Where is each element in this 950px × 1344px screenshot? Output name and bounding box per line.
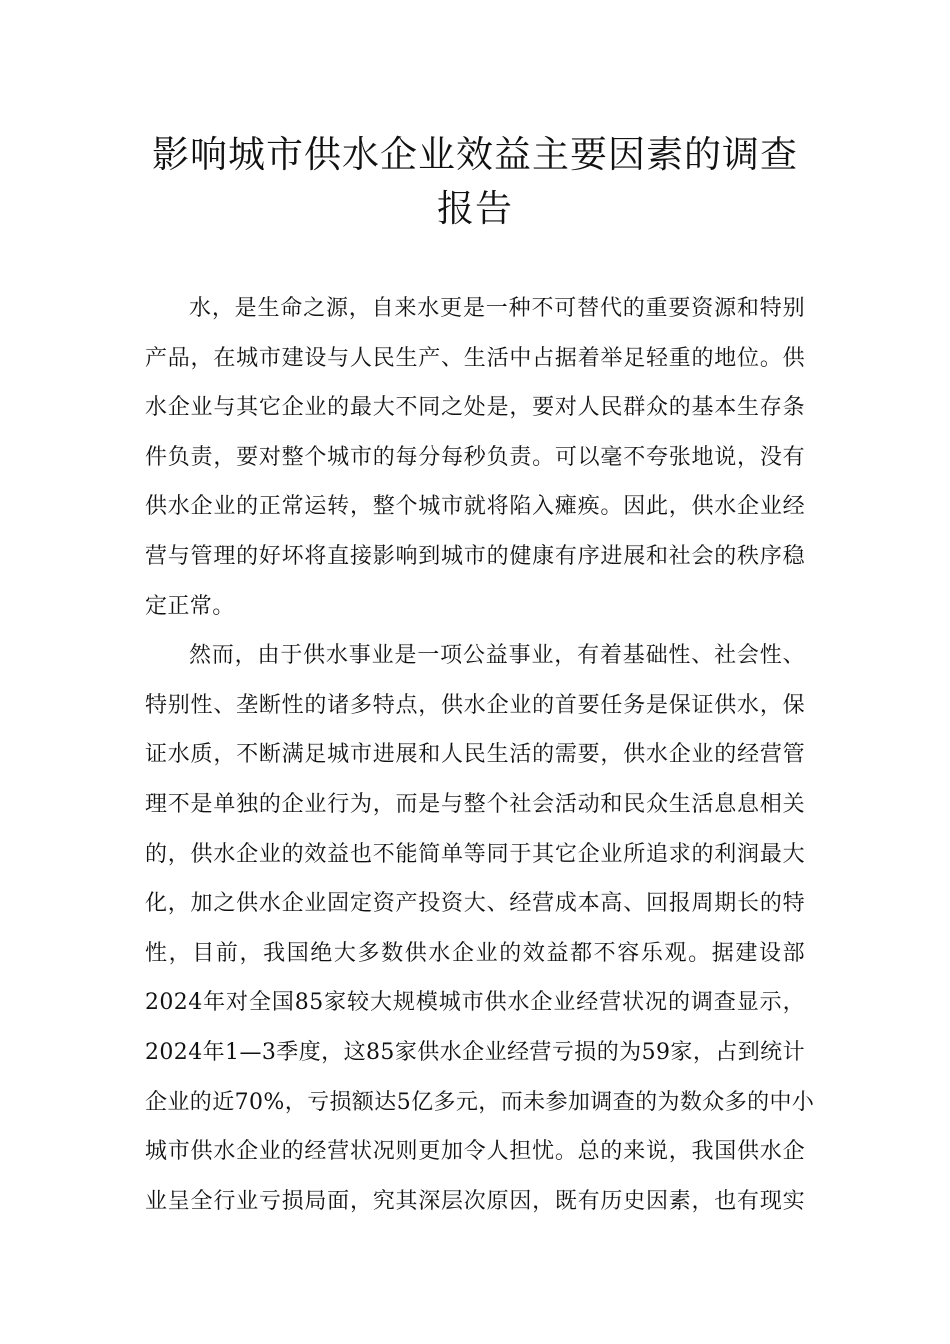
document-title [120,128,830,236]
paragraph-2-line-7: 性，目前，我国绝大多数供水企业的效益都不容乐观。据建设部 [145,940,805,966]
paragraph-1-line-1: 水，是生命之源，自来水更是一种不可替代的重要资源和特别 [189,296,805,321]
paragraph-2-line-10: 企业的近70%，亏损额达5亿多元，而未参加调查的为数众多的中小 [145,1089,815,1115]
paragraph-2-line-9: 2024年1—3季度，这85家供水企业经营亏损的为59家，占到统计 [145,1039,805,1065]
paragraph-1-line-6: 营与管理的好坏将直接影响到城市的健康有序进展和社会的秩序稳 [145,543,805,569]
paragraph-2-line-1: 然而，由于供水事业是一项公益事业，有着基础性、社会性、 [189,643,805,669]
document-body [145,284,815,1226]
paragraph-1-line-5: 供水企业的正常运转，整个城市就将陷入瘫痪。因此，供水企业经 [145,494,805,520]
paragraph-1-line-2: 产品，在城市建设与人民生产、生活中占据着举足轻重的地位。供 [145,345,805,371]
paragraph-1-line-7: 定正常。 [145,593,235,619]
paragraph-2-line-3: 证水质，不断满足城市进展和人民生活的需要，供水企业的经营管 [145,742,805,768]
paragraph-1-line-3: 水企业与其它企业的最大不同之处是，要对人民群众的基本生存条 [145,395,805,421]
paragraph-2-line-6: 化，加之供水企业固定资产投资大、经营成本高、回报周期长的特 [145,891,805,917]
paragraph-2-line-12: 业呈全行业亏损局面，究其深层次原因，既有历史因素，也有现实 [145,1188,805,1214]
title-line-1: 影响城市供水企业效益主要因素的调查 [152,133,798,176]
paragraph-2-line-11: 城市供水企业的经营状况则更加令人担忧。总的来说，我国供水企 [145,1139,805,1165]
paragraph-2-line-5: 的，供水企业的效益也不能简单等同于其它企业所追求的利润最大 [145,841,805,867]
paragraph-2-line-2: 特别性、垄断性的诸多特点，供水企业的首要任务是保证供水，保 [145,692,805,718]
paragraph-1-line-4: 件负责，要对整个城市的每分每秒负责。可以毫不夸张地说，没有 [145,444,805,470]
title-line-2: 报告 [437,187,513,230]
paragraph-2-line-8: 2024年对全国85家较大规模城市供水企业经营状况的调查显示， [145,990,805,1016]
paragraph-2-line-4: 理不是单独的企业行为，而是与整个社会活动和民众生活息息相关 [145,791,805,817]
